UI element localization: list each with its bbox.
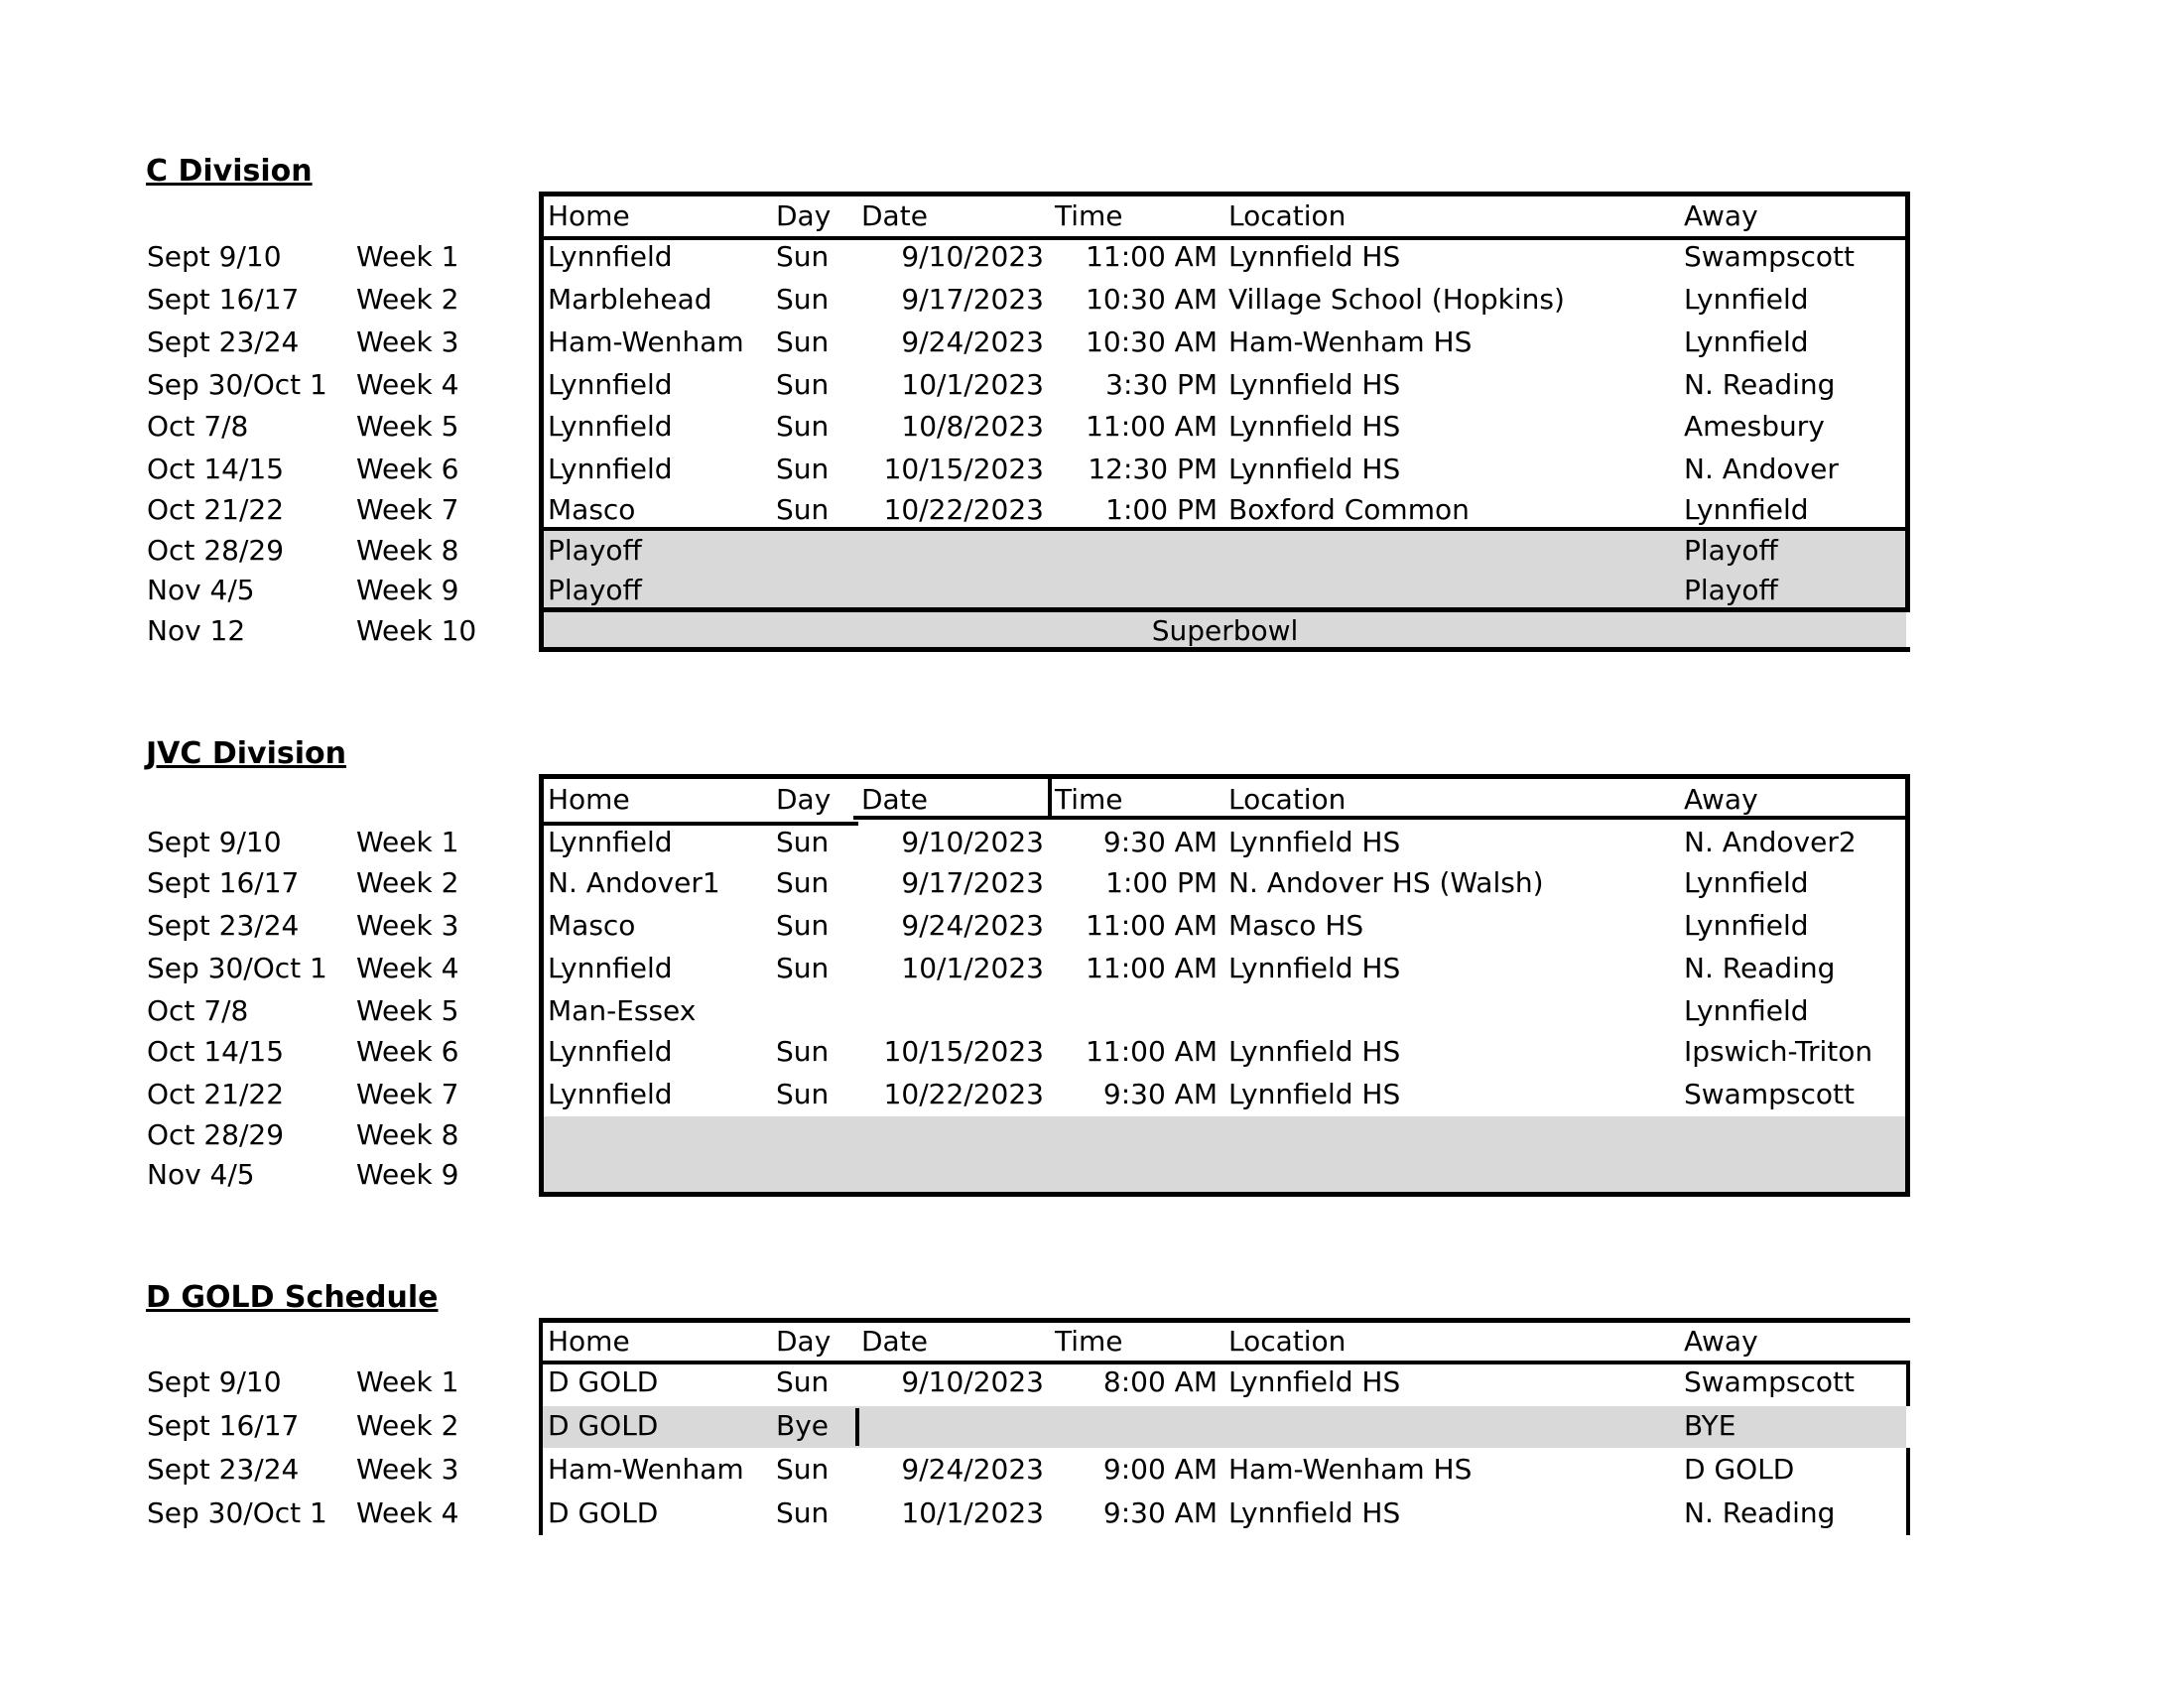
jvc-row-4-day: Sun [776, 952, 830, 984]
c-row-5-day: Sun [776, 410, 830, 443]
c-row-2-day: Sun [776, 283, 830, 316]
jvc-row-4-away: N. Reading [1684, 952, 1836, 984]
d-gold-top-line [539, 1318, 1910, 1323]
c-row-2-time: 10:30 AM [1086, 283, 1218, 316]
c-row-9-away: Playoff [1684, 574, 1778, 606]
d-gold-row-4-location: Lynnfield HS [1228, 1496, 1401, 1529]
c-row-1-weekend: Sept 9/10 [147, 240, 282, 273]
d-gold-row-2-home: D GOLD [548, 1409, 659, 1442]
c-row-1-location: Lynnfield HS [1228, 240, 1401, 273]
d-gold-row-1-away: Swampscott [1684, 1365, 1855, 1398]
d-gold-row-2-weekend: Sept 16/17 [147, 1409, 300, 1442]
c-header-away: Away [1684, 199, 1758, 232]
d-gold-row-3-home: Ham-Wenham [548, 1453, 744, 1486]
c-row-6-weekend: Oct 14/15 [147, 453, 285, 485]
jvc-row-3-home: Masco [548, 909, 636, 942]
jvc-row-1-time: 9:30 AM [1102, 826, 1218, 858]
c-row-4-day: Sun [776, 368, 830, 401]
jvc-row-8-week: Week 8 [356, 1118, 459, 1151]
c-header-day: Day [776, 199, 832, 232]
d-gold-title: D GOLD Schedule [146, 1280, 439, 1315]
jvc-row-1-date: 9/10/2023 [901, 826, 1044, 858]
c-row-3-week: Week 3 [356, 325, 459, 358]
jvc-row-1-away: N. Andover2 [1684, 826, 1857, 858]
jvc-row-4-time: 11:00 AM [1086, 952, 1218, 984]
jvc-header-home: Home [548, 783, 630, 816]
d-gold-row-3-location: Ham-Wenham HS [1228, 1453, 1473, 1486]
jvc-header-divider-b [1048, 816, 1910, 820]
c-row-7-time: 1:00 PM [1105, 493, 1218, 526]
jvc-row-4-date: 10/1/2023 [901, 952, 1044, 984]
c-row-3-weekend: Sept 23/24 [147, 325, 300, 358]
c-row-6-home: Lynnfield [548, 453, 673, 485]
jvc-row-7-location: Lynnfield HS [1228, 1078, 1401, 1110]
jvc-row-3-week: Week 3 [356, 909, 459, 942]
jvc-row-3-date: 9/24/2023 [901, 909, 1044, 942]
c-row-4-away: N. Reading [1684, 368, 1836, 401]
jvc-header-location: Location [1228, 783, 1347, 816]
c-row-3-day: Sun [776, 325, 830, 358]
d-gold-row-1-home: D GOLD [548, 1365, 659, 1398]
c-row-4-time: 3:30 PM [1105, 368, 1218, 401]
d-gold-row-4-week: Week 4 [356, 1496, 459, 1529]
jvc-row-3-time: 11:00 AM [1086, 909, 1218, 942]
c-row-2-away: Lynnfield [1684, 283, 1809, 316]
c-row-1-day: Sun [776, 240, 830, 273]
c-header-location: Location [1228, 199, 1347, 232]
jvc-row-6-date: 10/15/2023 [883, 1035, 1044, 1068]
jvc-row-5-home: Man-Essex [548, 994, 697, 1027]
jvc-row-6-location: Lynnfield HS [1228, 1035, 1401, 1068]
jvc-row-2-week: Week 2 [356, 866, 459, 899]
jvc-header-vdivider [1048, 774, 1052, 820]
d-gold-row-4-home: D GOLD [548, 1496, 659, 1529]
c-row-5-home: Lynnfield [548, 410, 673, 443]
c-row-4-week: Week 4 [356, 368, 459, 401]
jvc-row-2-location: N. Andover HS (Walsh) [1228, 866, 1544, 899]
jvc-header-away: Away [1684, 783, 1758, 816]
c-row-1-home: Lynnfield [548, 240, 673, 273]
c-row-2-week: Week 2 [356, 283, 459, 316]
c-row-2-date: 9/17/2023 [901, 283, 1044, 316]
c-row-3-away: Lynnfield [1684, 325, 1809, 358]
d-gold-row-3-weekend: Sept 23/24 [147, 1453, 300, 1486]
jvc-row-5-away: Lynnfield [1684, 994, 1809, 1027]
d-gold-row-3-week: Week 3 [356, 1453, 459, 1486]
d-gold-right-border-a [1906, 1361, 1910, 1406]
c-row-8-weekend: Oct 28/29 [147, 534, 285, 567]
c-row-3-home: Ham-Wenham [548, 325, 744, 358]
jvc-row-2-weekend: Sept 16/17 [147, 866, 300, 899]
d-gold-row-4-date: 10/1/2023 [901, 1496, 1044, 1529]
c-row-5-weekend: Oct 7/8 [147, 410, 249, 443]
d-gold-header-away: Away [1684, 1325, 1758, 1358]
jvc-header-date: Date [861, 783, 928, 816]
d-gold-row-3-date: 9/24/2023 [901, 1453, 1044, 1486]
jvc-row-4-location: Lynnfield HS [1228, 952, 1401, 984]
jvc-row-6-away: Ipswich-Triton [1684, 1035, 1873, 1068]
c-row-6-day: Sun [776, 453, 830, 485]
c-row-7-date: 10/22/2023 [883, 493, 1044, 526]
c-row-8-home: Playoff [548, 534, 642, 567]
c-superbowl-label: Superbowl [1151, 614, 1299, 647]
c-row-2-weekend: Sept 16/17 [147, 283, 300, 316]
c-row-4-date: 10/1/2023 [901, 368, 1044, 401]
jvc-row-3-away: Lynnfield [1684, 909, 1809, 942]
d-gold-bye-divider [855, 1408, 859, 1446]
jvc-row-2-time: 1:00 PM [1105, 866, 1218, 899]
d-gold-header-home: Home [548, 1325, 630, 1358]
c-row-5-time: 11:00 AM [1086, 410, 1218, 443]
c-row-5-week: Week 5 [356, 410, 459, 443]
jvc-row-1-day: Sun [776, 826, 830, 858]
c-row-9-weekend: Nov 4/5 [147, 574, 255, 606]
c-row-7-home: Masco [548, 493, 636, 526]
c-row-9-home: Playoff [548, 574, 642, 606]
d-gold-row-1-week: Week 1 [356, 1365, 459, 1398]
jvc-row-8-weekend: Oct 28/29 [147, 1118, 285, 1151]
d-gold-row-4-weekend: Sep 30/Oct 1 [147, 1496, 327, 1529]
jvc-row-6-week: Week 6 [356, 1035, 459, 1068]
c-row-5-location: Lynnfield HS [1228, 410, 1401, 443]
jvc-division-title: JVC Division [146, 736, 346, 771]
c-row-6-time: 12:30 PM [1088, 453, 1218, 485]
d-gold-header-location: Location [1228, 1325, 1347, 1358]
d-gold-row-1-time: 8:00 AM [1102, 1365, 1218, 1398]
jvc-row-4-weekend: Sep 30/Oct 1 [147, 952, 327, 984]
jvc-row-3-weekend: Sept 23/24 [147, 909, 300, 942]
c-row-4-location: Lynnfield HS [1228, 368, 1401, 401]
c-row-3-location: Ham-Wenham HS [1228, 325, 1473, 358]
jvc-row-7-time: 9:30 AM [1102, 1078, 1218, 1110]
c-header-time: Time [1055, 199, 1123, 232]
c-row-1-date: 9/10/2023 [901, 240, 1044, 273]
jvc-row-9-week: Week 9 [356, 1158, 459, 1191]
c-row-6-location: Lynnfield HS [1228, 453, 1401, 485]
c-header-date: Date [861, 199, 928, 232]
d-gold-row-1-date: 9/10/2023 [901, 1365, 1044, 1398]
c-row-4-weekend: Sep 30/Oct 1 [147, 368, 327, 401]
d-gold-row-1-location: Lynnfield HS [1228, 1365, 1401, 1398]
d-gold-row-3-day: Sun [776, 1453, 830, 1486]
c-row-5-date: 10/8/2023 [901, 410, 1044, 443]
c-row-7-away: Lynnfield [1684, 493, 1809, 526]
c-row-2-home: Marblehead [548, 283, 712, 316]
d-gold-row-2-away: BYE [1684, 1409, 1736, 1442]
jvc-row-5-weekend: Oct 7/8 [147, 994, 249, 1027]
c-row-1-week: Week 1 [356, 240, 459, 273]
d-gold-row-3-time: 9:00 AM [1102, 1453, 1218, 1486]
d-gold-row-1-weekend: Sept 9/10 [147, 1365, 282, 1398]
jvc-row-7-weekend: Oct 21/22 [147, 1078, 285, 1110]
jvc-row-1-week: Week 1 [356, 826, 459, 858]
c-row-1-time: 11:00 AM [1086, 240, 1218, 273]
c-row-8-week: Week 8 [356, 534, 459, 567]
c-row-3-time: 10:30 AM [1086, 325, 1218, 358]
jvc-row-6-day: Sun [776, 1035, 830, 1068]
c-row-7-week: Week 7 [356, 493, 459, 526]
d-gold-row-2-day: Bye [776, 1409, 830, 1442]
jvc-row-3-location: Masco HS [1228, 909, 1364, 942]
c-row-3-date: 9/24/2023 [901, 325, 1044, 358]
jvc-row-2-home: N. Andover1 [548, 866, 720, 899]
c-row-6-away: N. Andover [1684, 453, 1839, 485]
c-final-weekend: Nov 12 [147, 614, 246, 647]
c-row-5-away: Amesbury [1684, 410, 1825, 443]
c-row-7-location: Boxford Common [1228, 493, 1470, 526]
d-gold-row-2-week: Week 2 [356, 1409, 459, 1442]
d-gold-row-3-away: D GOLD [1684, 1453, 1795, 1486]
jvc-row-1-home: Lynnfield [548, 826, 673, 858]
jvc-row-7-home: Lynnfield [548, 1078, 673, 1110]
d-gold-header-time: Time [1055, 1325, 1123, 1358]
jvc-row-7-week: Week 7 [356, 1078, 459, 1110]
jvc-row-2-day: Sun [776, 866, 830, 899]
c-row-8-away: Playoff [1684, 534, 1778, 567]
jvc-header-time: Time [1055, 783, 1123, 816]
d-gold-left-border [539, 1318, 543, 1535]
c-row-4-home: Lynnfield [548, 368, 673, 401]
d-gold-header-day: Day [776, 1325, 832, 1358]
c-row-2-location: Village School (Hopkins) [1228, 283, 1565, 316]
jvc-row-4-home: Lynnfield [548, 952, 673, 984]
jvc-row-1-location: Lynnfield HS [1228, 826, 1401, 858]
jvc-row-7-day: Sun [776, 1078, 830, 1110]
c-row-9-week: Week 9 [356, 574, 459, 606]
jvc-row-4-week: Week 4 [356, 952, 459, 984]
d-gold-right-border-b [1906, 1448, 1910, 1535]
d-gold-row-1-day: Sun [776, 1365, 830, 1398]
jvc-row-7-away: Swampscott [1684, 1078, 1855, 1110]
c-row-7-day: Sun [776, 493, 830, 526]
c-row-6-week: Week 6 [356, 453, 459, 485]
jvc-row-3-day: Sun [776, 909, 830, 942]
jvc-row-6-weekend: Oct 14/15 [147, 1035, 285, 1068]
jvc-row-9-weekend: Nov 4/5 [147, 1158, 255, 1191]
jvc-row-6-time: 11:00 AM [1086, 1035, 1218, 1068]
c-row-1-away: Swampscott [1684, 240, 1855, 273]
jvc-row-2-away: Lynnfield [1684, 866, 1809, 899]
jvc-header-day: Day [776, 783, 832, 816]
c-row-6-date: 10/15/2023 [883, 453, 1044, 485]
jvc-row-6-home: Lynnfield [548, 1035, 673, 1068]
d-gold-header-date: Date [861, 1325, 928, 1358]
c-final-week: Week 10 [356, 614, 477, 647]
jvc-row-2-date: 9/17/2023 [901, 866, 1044, 899]
jvc-row-1-weekend: Sept 9/10 [147, 826, 282, 858]
d-gold-row-4-day: Sun [776, 1496, 830, 1529]
jvc-row-5-week: Week 5 [356, 994, 459, 1027]
jvc-row-7-date: 10/22/2023 [883, 1078, 1044, 1110]
d-gold-row-4-time: 9:30 AM [1102, 1496, 1218, 1529]
c-row-7-weekend: Oct 21/22 [147, 493, 285, 526]
c-header-home: Home [548, 199, 630, 232]
c-division-title: C Division [146, 154, 313, 189]
d-gold-row-4-away: N. Reading [1684, 1496, 1836, 1529]
